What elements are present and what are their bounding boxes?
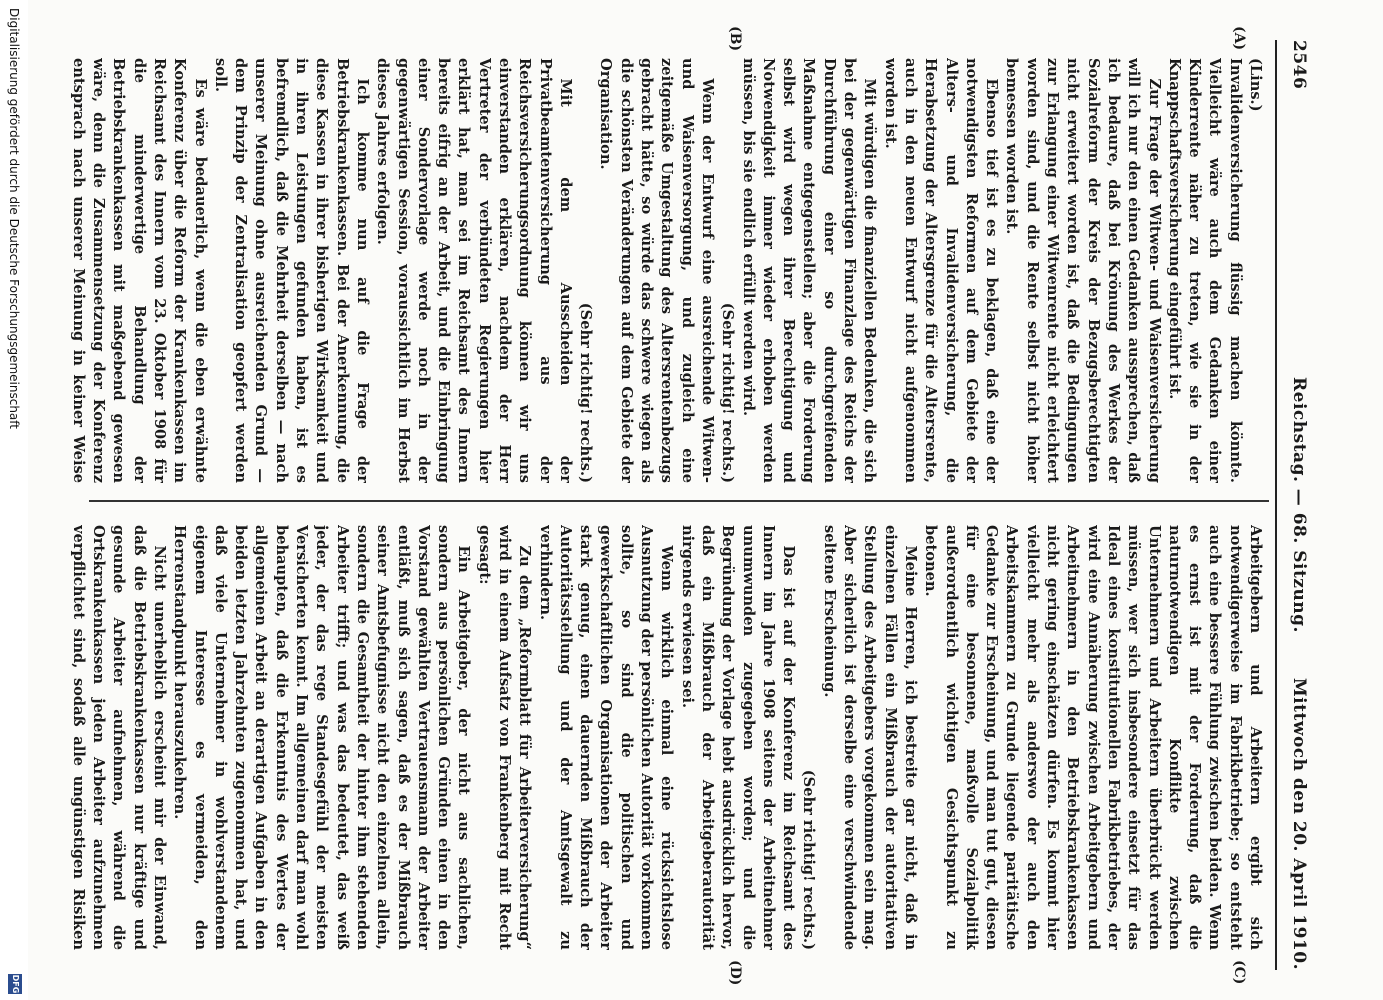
paragraph: Mit dem Ausscheiden der Privatbeamtenversicherung aus der Reichsversicherungsordnung können wir uns einverstanden erklären, nachdem der Herr Vertreter der verbündeten Regierungen hier erklärt hat, man sei im Reichsamt des Innern bereits eifrig an der Arbeit, und die Einbringung einer Sondervorlage werde noch in der gegenwärtigen Session, voraussichtlich im Herbst dieses Jahres erfolgen.: [374, 58, 574, 483]
paragraph: Wenn wirklich einmal eine rücksichtslose Ausnutzung der persönlichen Autorität vorkommen sollte, so sind die politischen und gewerkschaftlichen Organisationen der Arbeiter stark genug, einen dauernden Mißbrauch der Autoritätsstellung und der Amtsgewalt zu verhindern.: [536, 525, 676, 950]
paragraph: Das ist auf der Konferenz im Reichsamt des Innern im Jahre 1908 seitens der Arbeitnehmer unumwunden zugegeben worden; und die Begründung der Vorlage hebt ausdrücklich hervor, daß ein Mißbrauch der Arbeitgeberautorität nirgends erwiesen sei.: [678, 525, 798, 950]
interjection: (Sehr richtig! rechts.): [577, 302, 595, 483]
quotation: Ein Arbeitgeber, der nicht aus sachlichen, sondern aus persönlichen Gründen einen in den Vorstand gewählten Vertrauensmann der Arbeiter entläßt, muß sich sagen, daß es der Mißbrauch seiner Amtsbefugnisse nicht den einzelnen allein, sondern die Gesamtheit der hinter ihm stehenden Arbeiter trifft; und was das bedeutet, das weiß jeder, der das rege Standesgefühl der meisten Versicherten kennt. Im allgemeinen darf man wohl behaupten, daß die Erkenntnis des Wertes der allgemeinen Arbeit an derartigen Aufgaben in den beiden letzten Jahrzehnten zugenommen hat, und daß viele Unternehmer in wohlverstandenem eigenem Interesse es vermeiden, den Herrenstandpunkt herauszukehren.: [171, 525, 473, 950]
paragraph: Zu dem „Reformblatt für Arbeiterversicherung“ wird in einem Aufsatz von Frankenberg mit Recht gesagt:: [475, 525, 534, 950]
paragraph: Zur Frage der Witwen- und Waisenversicherung will ich nur den einen Gedanken aussprechen, daß ich bedaure, daß bei Krönung des Werkes der Sozialreform der Kreis der Bezugsberechtigten nicht erweitert worden ist, daß die Bedingungen zur Erlangung einer Witwenrente nicht erleichtert worden sind, und die Rente selbst nicht höher bemessen worden ist.: [1003, 58, 1163, 483]
paragraph: Es wäre bedauerlich, wenn die eben erwähnte Konferenz über die Reform der Krankenkassen im Reichsamt des Innern vom 23. Oktober 1908 für die minderwertige Behandlung der Betriebskrankenkassen mit maßgebend gewesen wäre, denn die Zusammensetzung der Konferenz entsprach nach unserer Meinung in keiner Weise: [69, 58, 209, 483]
margin-marker-c: (C): [1231, 960, 1247, 985]
interjection: (Sehr richtig! rechts.): [800, 769, 818, 950]
margin-marker-b: (B): [727, 26, 743, 52]
paragraph: Mit würdigen die finanziellen Bedenken, die sich bei der gegenwärtigen Finanzlage des Reichs der Durchführung einer so durchgreifenden Maßnahme entgegenstellen; aber die Forderung selbst wird wegen ihrer Berechtigung und Notwendigkeit immer wieder erhoben werden müssen, bis sie endlich erfüllt werden wird.: [739, 58, 879, 483]
margin-marker-a: (A): [1231, 26, 1247, 51]
dfg-logo: DFG: [8, 974, 22, 994]
paragraph: Invalidenversicherung flüssig machen könnte. Vielleicht wäre auch dem Gedanken einer Kinderrente näher zu treten, wie sie in der Knappschaftsversicherung eingeführt ist.: [1165, 58, 1244, 483]
digitization-credit: Digitalisierung gefördert durch die Deutsche Forschungsgemeinschaft: [7, 8, 21, 430]
interjection: (Sehr richtig! rechts.): [719, 302, 737, 483]
page-title: Reichstag. — 68. Sitzung.: [1289, 377, 1309, 633]
header-rule: [1275, 40, 1277, 970]
session-date: Mittwoch den 20. April 1910.: [1289, 677, 1309, 970]
running-head: [1281, 40, 1309, 970]
paragraph: Meine Herren, ich bestreite gar nicht, daß in einzelnen Fällen ein Mißbrauch der autoritativen Stellung des Arbeitgebers vorgekommen sein mag. Aber sicherlich ist derselbe eine verschwindende seltene Erscheinung.: [820, 525, 919, 950]
paragraph: Wenn der Entwurf eine ausreichende Witwen- und Waisenversorgung, und zugleich eine zeitgemäße Umgestaltung des Altersrentenbezugs gebracht hätte, so würde das schwere wiegen als die schönsten Veränderungen auf dem Gebiete der Organisation.: [597, 58, 716, 483]
column-divider: [89, 500, 1269, 502]
page-number: 2546: [1289, 40, 1309, 90]
paragraph: Nicht unerheblich erscheint mir der Einwand, daß die Betriebskrankenkassen nur kräftige und gesunde Arbeiter aufnehmen, während die Ortskrankenkassen jeden Arbeiter aufzunehmen verpflichtet sind, sodaß alle ungünstigen Risiken: [69, 525, 168, 950]
right-column: [65, 525, 1265, 950]
paragraph: Ich komme nun auf die Frage der Betriebskrankenkassen. Bei der Anerkennung, die diese Kassen in ihrer bisherigen Wirksamkeit und in ihren Leistungen gefunden haben, ist es befremdlich, daß die Mehrheit derselben — nach unserer Meinung ohne ausreichenden Grund — dem Prinzip der Zentralisation geopfert werden soll.: [211, 58, 371, 483]
paragraph: Ebenso tief ist es zu beklagen, daß eine der notwendigsten Reformen auf dem Gebiete der Alters- und Invalidenversicherung, die Herabsetzung der Altersgrenze für die Altersrente, auch in den neuen Entwurf nicht aufgenommen worden ist.: [881, 58, 1001, 483]
quotation: Arbeitgebern und Arbeitern ergibt sich notwendigerweise im Fabrikbetriebe; so entsteht auch eine bessere Fühlung zwischen beiden. Wenn es ernst ist mit der Forderung, daß die naturnotwendigen Konflikte zwischen Unternehmern und Arbeitern überbrückt werden müssen, wer sich insbesondere einsetzt für das Ideal eines konstitutionellen Fabrikbetriebes, der wird eine Annäherung zwischen Arbeitgebern und Arbeitnehmern in den Betriebskrankenkassen nicht gering einschätzen dürfen. Es kommt hier vielleicht mehr als anderswo der auch den Arbeitskammern zu Grunde liegende paritätische Gedanke zur Erscheinung, und man tut gut, diesen für eine besonnene, maßvolle Sozialpolitik außerordentlich wichtigen Gesichtspunkt zu betonen.: [922, 525, 1264, 950]
left-column: [65, 58, 1265, 483]
paragraph: (Lins.): [1247, 58, 1264, 112]
margin-marker-d: (D): [727, 960, 743, 986]
